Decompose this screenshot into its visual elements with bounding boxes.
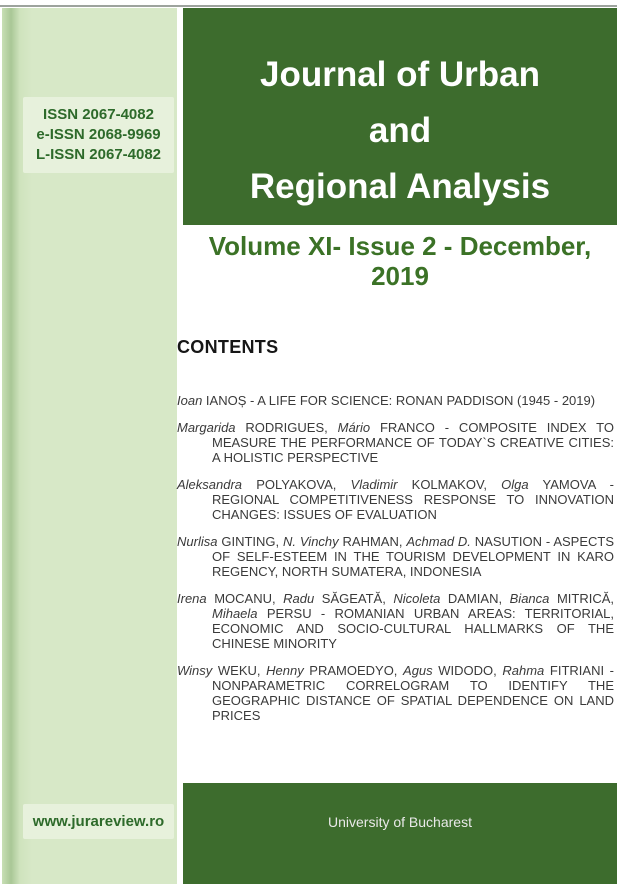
journal-title-line-2: and xyxy=(368,111,432,150)
publisher-name: University of Bucharest xyxy=(328,814,472,830)
contents-list xyxy=(177,393,614,723)
journal-title-block xyxy=(183,8,617,225)
volume-issue-line: Volume XI- Issue 2 - December, 2019 xyxy=(208,231,592,291)
contents-entry: Ioan IANOȘ - A LIFE FOR SCIENCE: RONAN PADDISON (1945 - 2019) xyxy=(177,393,596,408)
issn-line: ISSN 2067-4082 xyxy=(43,106,154,123)
top-rule xyxy=(0,5,617,7)
contents-entry: Margarida RODRIGUES, Mário FRANCO - COMPOSITE INDEX TO MEASURE THE PERFORMANCE OF TODAY`S CREATIVE CITIES: A HOLISTIC PERSPECTIVE xyxy=(177,420,614,465)
lissn-line: L-ISSN 2067-4082 xyxy=(35,146,162,163)
issn-box xyxy=(23,97,174,173)
contents-entry: Nurlisa GINTING, N. Vinchy RAHMAN, Achmad D. NASUTION - ASPECTS OF SELF-ESTEEM IN THE TOURISM DEVELOPMENT IN KARO REGENCY, NORTH SUMATERA, INDONESIA xyxy=(177,534,614,579)
journal-title-line-3: Regional Analysis xyxy=(249,167,551,206)
website-box xyxy=(23,804,174,839)
contents-entry: Irena MOCANU, Radu SĂGEATĂ, Nicoleta DAMIAN, Bianca MITRICĂ, Mihaela PERSU - ROMANIAN URBAN AREAS: TERRITORIAL, ECONOMIC AND SOCIO-CULTURAL HALLMARKS OF THE CHINESE MINORITY xyxy=(177,591,614,651)
sidebar xyxy=(2,8,177,884)
journal-title-line-1: Journal of Urban xyxy=(259,55,541,94)
eissn-line: e-ISSN 2068-9969 xyxy=(36,126,161,143)
contents-entry: Aleksandra POLYAKOVA, Vladimir KOLMAKOV, Olga YAMOVA - REGIONAL COMPETITIVENESS RESPONSE TO INNOVATION CHANGES: ISSUES OF EVALUATION xyxy=(177,477,614,522)
footer-block xyxy=(183,783,617,884)
website-link[interactable]: www.jurareview.ro xyxy=(32,813,165,830)
contents-heading: CONTENTS xyxy=(177,337,279,357)
contents-section xyxy=(177,337,614,735)
contents-entry: Winsy WEKU, Henny PRAMOEDYO, Agus WIDODO, Rahma FITRIANI - NONPARAMETRIC CORRELOGRAM TO IDENTIFY THE GEOGRAPHIC DISTANCE OF SPATIAL DEPENDENCE ON LAND PRICES xyxy=(177,663,614,723)
